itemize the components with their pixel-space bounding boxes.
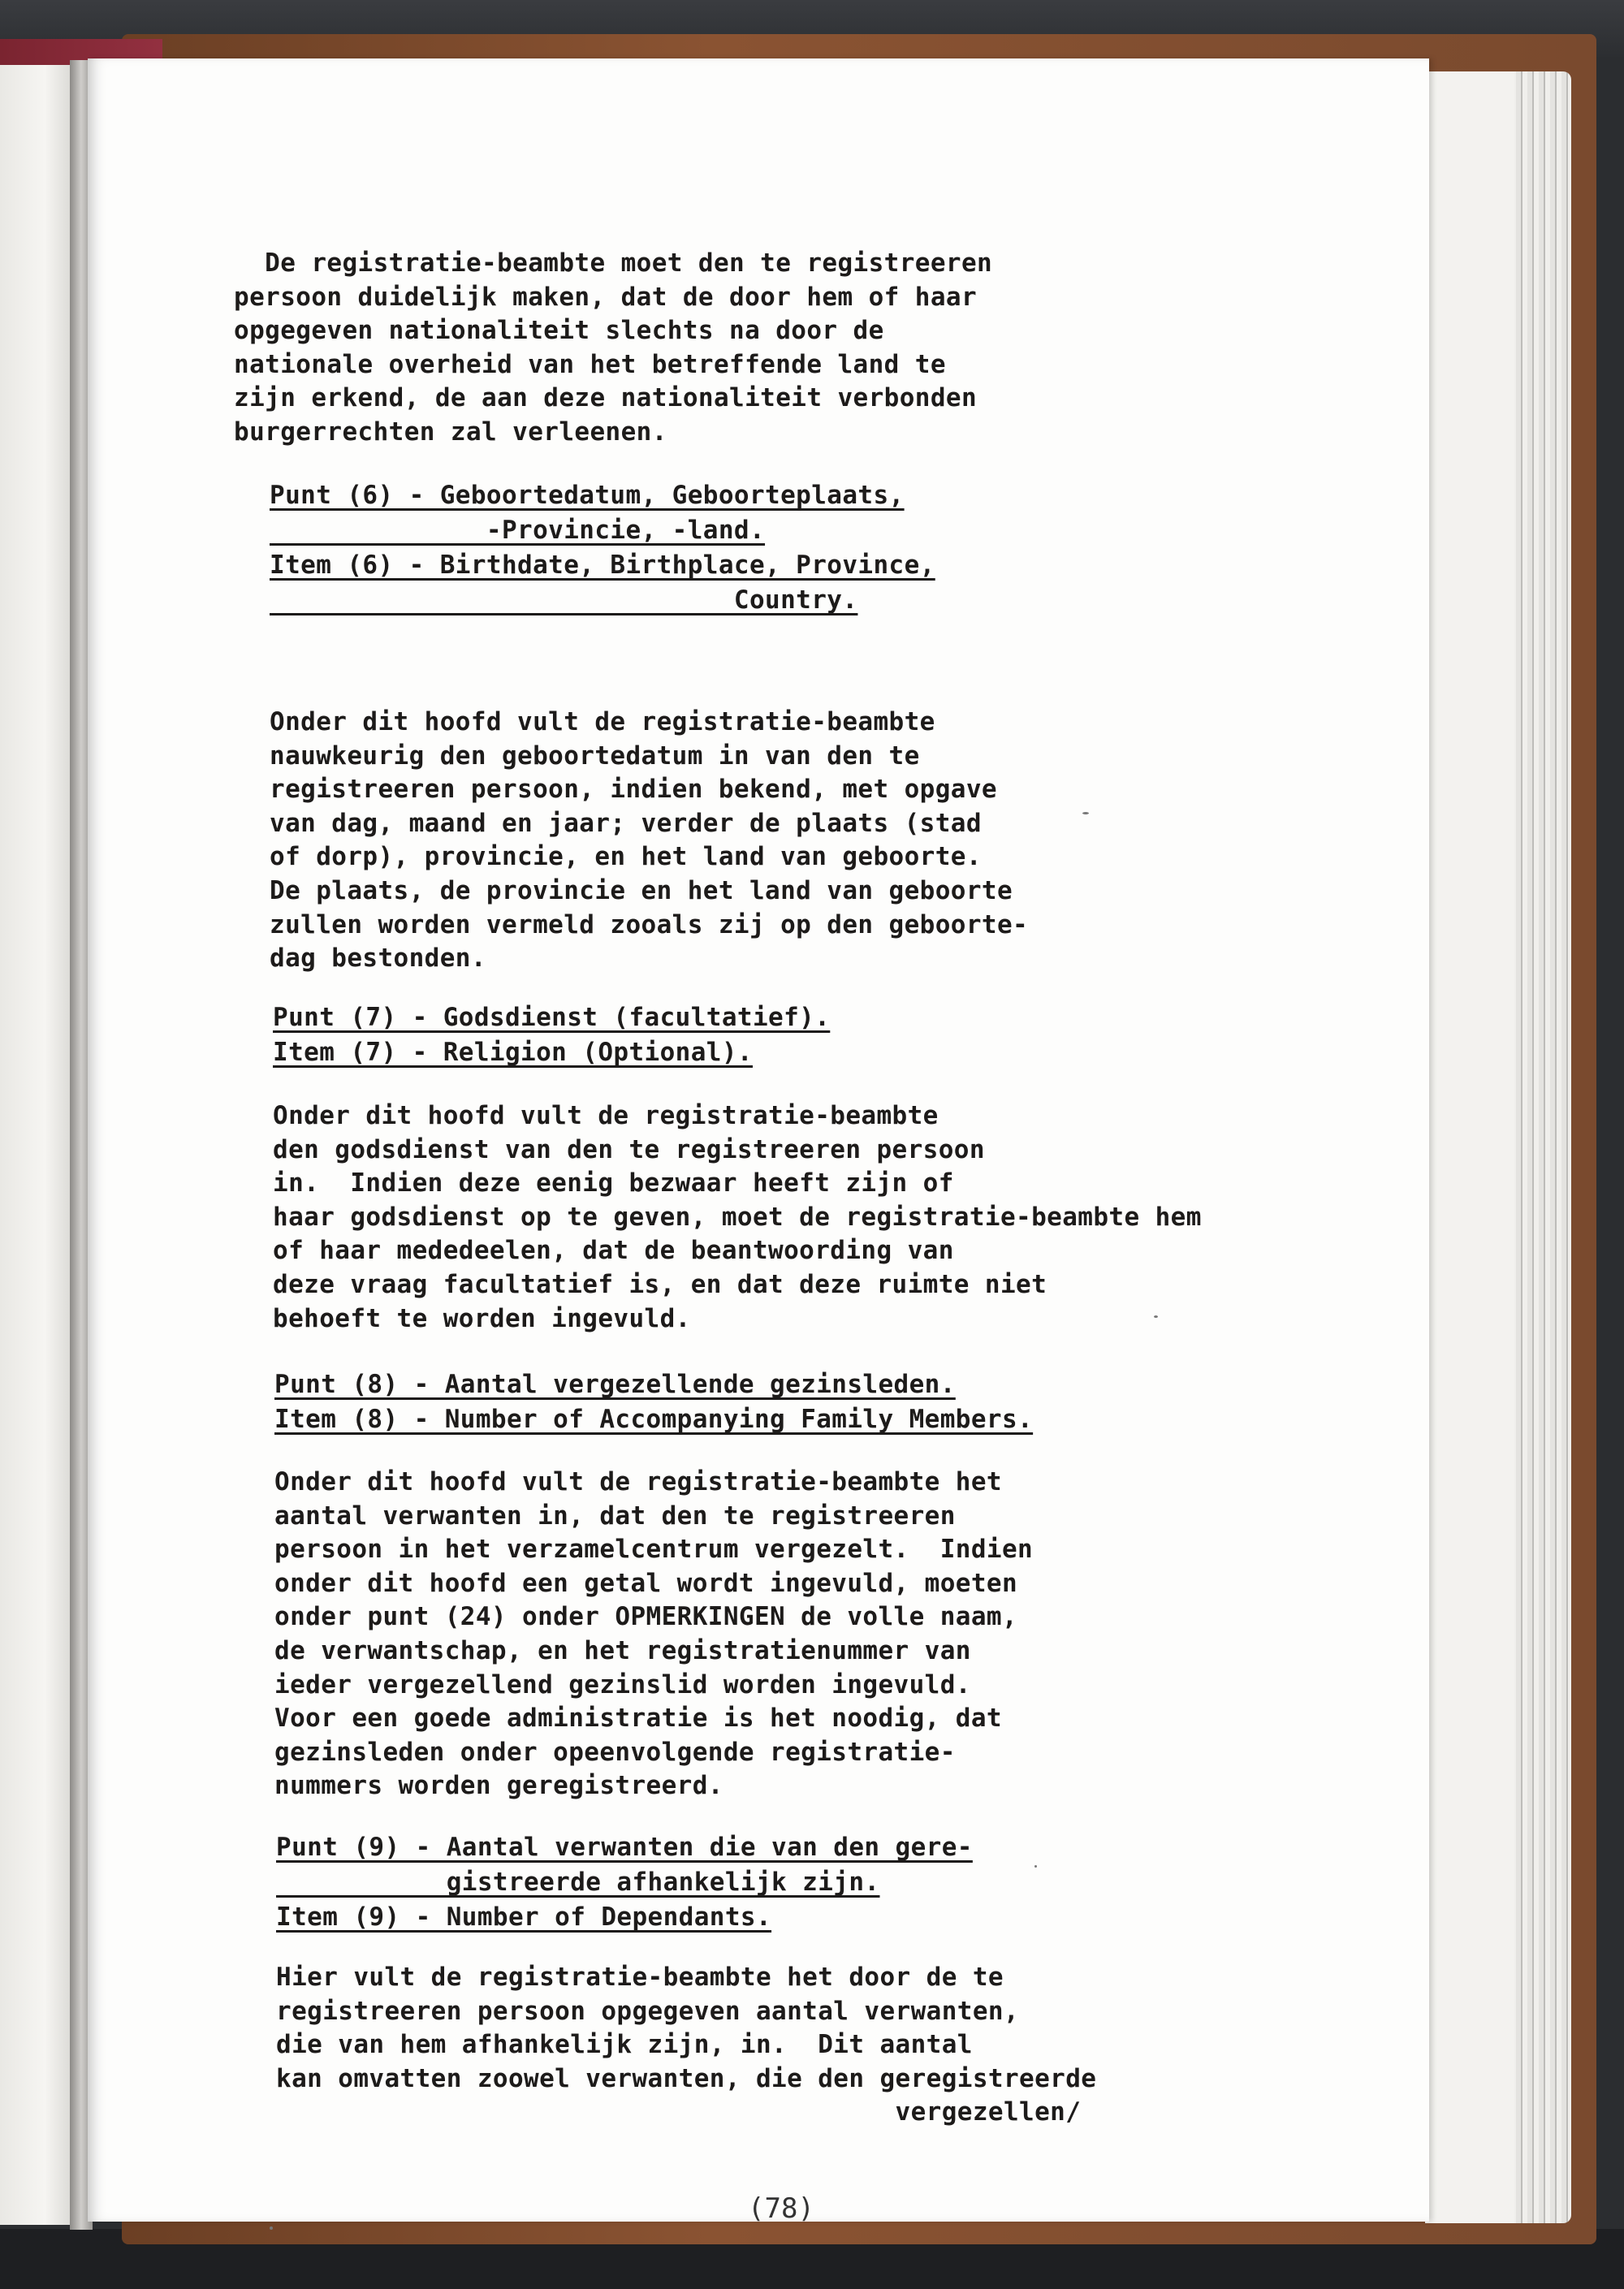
text-line: zullen worden vermeld zooals zij op den geboorte-: [270, 909, 1029, 939]
text-line: Onder dit hoofd vult de registratie-beambte: [270, 707, 935, 736]
heading-line: -Provincie, -land.: [270, 516, 766, 545]
text-line: onder punt (24) onder OPMERKINGEN de volle naam,: [274, 1602, 1018, 1632]
text-line: De plaats, de provincie en het land van geboorte: [270, 875, 1013, 905]
paper-speck: [1154, 1315, 1158, 1318]
text-line: aantal verwanten in, dat den te registreeren: [274, 1501, 956, 1531]
text-line: of haar mededeelen, dat de beantwoording van: [273, 1236, 954, 1266]
heading-line: gistreerde afhankelijk zijn.: [276, 1868, 880, 1897]
page-stack-inner: [1425, 71, 1514, 2223]
text-line: nationale overheid van het betreffende land te: [234, 349, 946, 379]
paper-speck: [1034, 1865, 1037, 1868]
heading-line: Item (8) - Number of Accompanying Family Members.: [274, 1405, 1034, 1434]
text-line: nummers worden geregistreerd.: [274, 1771, 723, 1801]
heading-line: Punt (8) - Aantal vergezellende gezinsleden.: [274, 1370, 956, 1399]
document-page: [88, 58, 1429, 2225]
text-line: zijn erkend, de aan deze nationaliteit verbonden: [234, 383, 978, 413]
section-6-body: [270, 706, 1028, 976]
heading-line: Punt (9) - Aantal verwanten die van den gere-: [276, 1833, 973, 1862]
heading-line: Country.: [270, 585, 858, 615]
heading-line: Item (7) - Religion (Optional).: [273, 1038, 753, 1067]
text-line: nauwkeurig den geboortedatum in van den te: [270, 741, 920, 771]
heading-line: Item (9) - Number of Dependants.: [276, 1902, 772, 1932]
text-line: registreeren persoon opgegeven aantal verwanten,: [276, 1996, 1020, 2026]
text-line: Onder dit hoofd vult de registratie-beambte: [273, 1101, 939, 1130]
text-line: de verwantschap, en het registratienummer van: [274, 1635, 971, 1665]
heading-line: Punt (7) - Godsdienst (facultatief).: [273, 1003, 831, 1032]
text-line: gezinsleden onder opeenvolgende registratie-: [274, 1737, 956, 1767]
text-line: Hier vult de registratie-beambte het door de te: [276, 1963, 1004, 1992]
text-line: dag bestonden.: [270, 944, 486, 974]
text-line: Voor een goede administratie is het noodig, dat: [274, 1704, 1002, 1734]
text-line: registreeren persoon, indien bekend, met opgave: [270, 775, 997, 805]
text-line: De registratie-beambte moet den te registreeren: [234, 248, 993, 278]
text-line: kan omvatten zoowel verwanten, die den geregistreerde: [276, 2063, 1097, 2093]
text-line: in. Indien deze eenig bezwaar heeft zijn of: [273, 1168, 954, 1198]
text-line: die van hem afhankelijk zijn, in. Dit aantal: [276, 2030, 973, 2060]
text-line: den godsdienst van den te registreeren persoon: [273, 1134, 985, 1164]
heading-line: Punt (6) - Geboortedatum, Geboorteplaats,: [270, 481, 905, 510]
intro-paragraph: [234, 247, 992, 450]
text-line: Onder dit hoofd vult de registratie-beambte het: [274, 1467, 1002, 1496]
page-number: (78): [748, 2192, 814, 2225]
section-8-body: [274, 1466, 1033, 1803]
section-9-body: [276, 1961, 1096, 2130]
paper-speck: [1082, 812, 1089, 814]
section-7-body: [273, 1099, 1202, 1336]
text-line: vergezellen/: [276, 2097, 1082, 2127]
text-line: behoeft te worden ingevuld.: [273, 1303, 691, 1333]
text-line: deze vraag facultatief is, en dat deze ruimte niet: [273, 1269, 1047, 1299]
text-line: van dag, maand en jaar; verder de plaats (stad: [270, 808, 982, 838]
section-8-heading: [274, 1367, 1033, 1437]
text-line: persoon duidelijk maken, dat de door hem of haar: [234, 282, 978, 312]
text-line: ieder vergezellend gezinslid worden ingevuld.: [274, 1669, 971, 1699]
heading-line: Item (6) - Birthdate, Birthplace, Province,: [270, 551, 935, 580]
section-7-heading: [273, 1000, 830, 1070]
left-page-edge: [0, 65, 75, 2225]
text-line: burgerrechten zal verleenen.: [234, 417, 667, 447]
text-line: opgegeven nationaliteit slechts na door de: [234, 316, 884, 346]
text-line: of dorp), provincie, en het land van geboorte.: [270, 842, 982, 872]
text-line: onder dit hoofd een getal wordt ingevuld, moeten: [274, 1568, 1018, 1598]
section-6-heading: [270, 478, 935, 618]
paper-speck: [270, 2226, 273, 2230]
text-line: persoon in het verzamelcentrum vergezelt. Indien: [274, 1535, 1034, 1565]
text-line: haar godsdienst op te geven, moet de registratie-beambte hem: [273, 1202, 1202, 1232]
section-9-heading: [276, 1830, 973, 1935]
